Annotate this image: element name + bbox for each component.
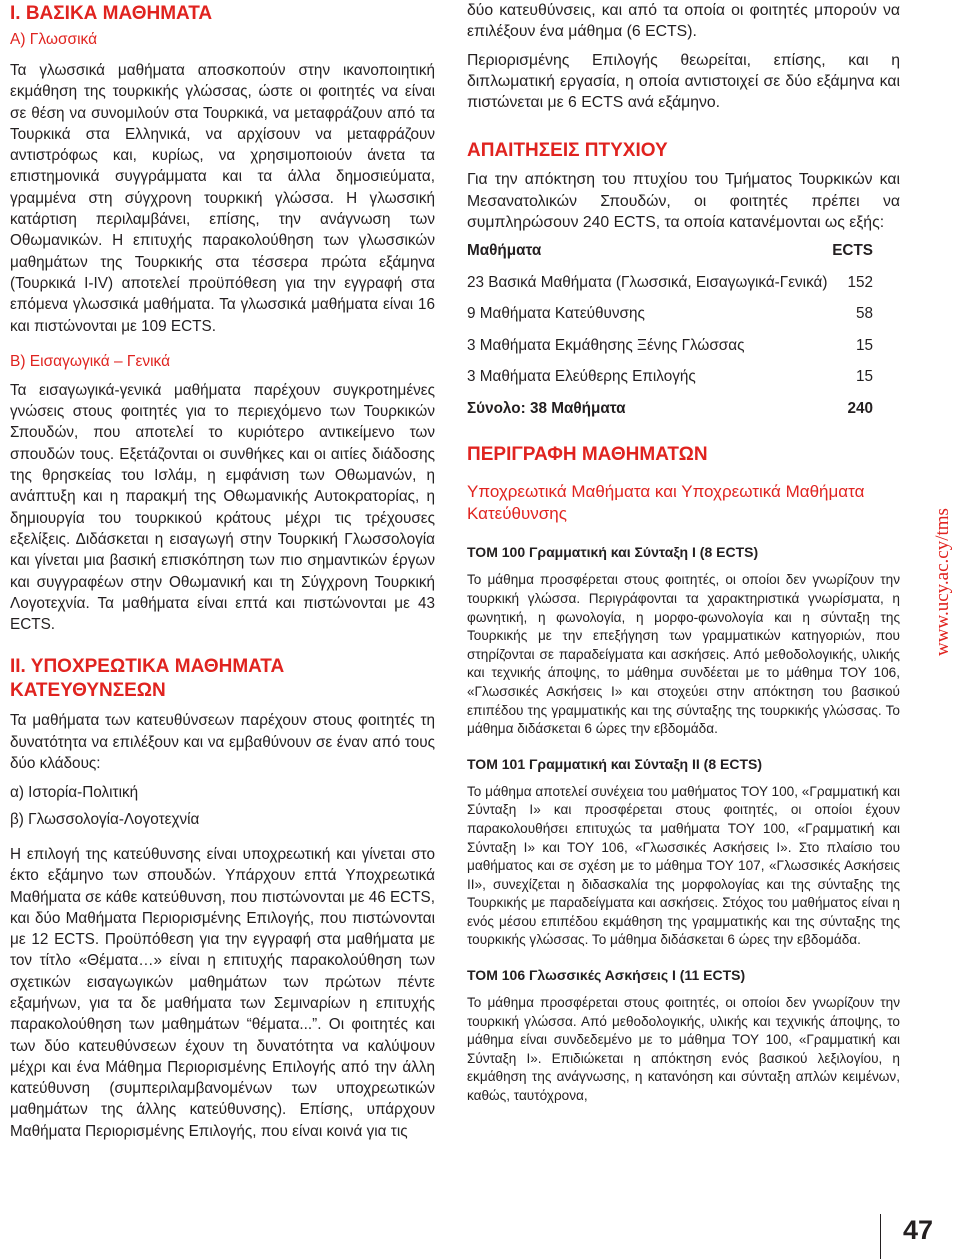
section-2-title: ΙΙ. ΥΠΟΧΡΕΩΤΙΚΑ ΜΑΘΗΜΑΤΑ ΚΑΤΕΥΘΥΝΣΕΩΝ bbox=[10, 656, 285, 702]
table-cell-ects: 15 bbox=[855, 336, 873, 354]
section-1-title: I. ΒΑΣΙΚΑ ΜΑΘΗΜΑΤΑ bbox=[10, 3, 213, 24]
course-title-tom100: ΤΟΜ 100 Γραμματική και Σύνταξη I (8 ECTS) bbox=[467, 544, 759, 561]
thesis-text: Περιορισμένης Επιλογής θεωρείται, επίσης, και η διπλωματική εργασία, η οποία αντιστοιχεί σε δύο εξάμηνα και πιστώνεται με 6 ECTS ανά εξάμηνο. bbox=[467, 51, 900, 112]
course-text-tom101: Το μάθημα αποτελεί συνέχεια του μαθήματος ΤΟΥ 100, «Γραμματική και Σύνταξη I» και προσφέρεται στους φοιτητές, οι οποίοι έχουν παρακολουθήσει επιτυχώς τα μαθήματα ΤΟΥ 100, «Γραμματική και Σύνταξη I» και ΤΟΥ 106, «Γλωσσικές Ασκήσεις I». Στο πλαίσιο του μαθήματος και σε σχέση με το μάθημα ΤΟΥ 107, «Γλωσσικές Ασκήσεις II», συνεχίζεται η διδασκαλία της μορφολογίας και της σύνταξης της Τουρκικής με παραδείγματα και ασκήσεις. Στόχος του μαθήματος είναι η ενός μέσου επιπέδου εκμάθηση της γραμματικής και της σύνταξης της τουρκικής γλώσσας. Το μάθημα διδάσκεται 6 ώρες την εβδομάδα. bbox=[467, 783, 900, 948]
table-header-row bbox=[467, 242, 879, 274]
table-cell-course: 23 Βασικά Μαθήματα (Γλωσσικά, Εισαγωγικά-Γενικά) bbox=[467, 273, 828, 291]
table-row bbox=[467, 274, 879, 306]
table-row bbox=[467, 337, 879, 369]
subsection-b-title: Β) Εισαγωγικά – Γενικά bbox=[10, 352, 171, 370]
course-title-tom101: ΤΟΜ 101 Γραμματική και Σύνταξη II (8 ECTS) bbox=[467, 755, 763, 772]
table-cell-ects: 15 bbox=[855, 368, 873, 386]
ects-table bbox=[467, 242, 879, 431]
table-cell-course: 9 Μαθήματα Κατεύθυνσης bbox=[467, 305, 645, 323]
section-2-text: Η επιλογή της κατεύθυνσης είναι υποχρεωτική και γίνεται στο έκτο εξάμηνο των σπουδών. Υπάρχουν επτά Υποχρεωτικά Μαθήματα σε κάθε κατεύθυνση, που πιστώνονται με 46 ECTS, και δύο Μαθήματα Περιορισμένης Επιλογής, που πιστώνονται με 12 ECTS. Προϋπόθεση για την εγγραφή στα μαθήματα με τον τίτλο «Θέματα…» είναι η επιτυχής παρακολούθηση των σχετικών εισαγωγικών μαθημάτων των πρώτων πέντε εξαμήνων, για τα δε μαθήματα των Σεμιναρίων η επιτυχής παρακολούθηση των μαθημάτων “θέματα...”. Οι φοιτητές και των δύο κατευθύνσεων έχουν τη δυνατότητα να καλύψουν μέχρι και ένα Μάθημα Περιορισμένης Επιλογής από την άλλη κατεύθυνση (συμπεριλαμβανομένων των υποχρεωτικών μαθημάτων της άλλης κατεύθυνσης). Επίσης, υπάρχουν Μαθήματα Περιορισμένης Επιλογής, που είναι κοινά για τις bbox=[10, 845, 436, 1140]
table-header-course: Μαθήματα bbox=[467, 242, 542, 260]
course-text-tom106: Το μάθημα προσφέρεται στους φοιτητές, οι οποίοι δεν γνωρίζουν την τουρκική γλώσσα. Από μεθοδολογικής, υλικής και τεχνικής άποψης, το μάθημα είναι συνδεδεμένο με το μάθημα ΤΟΥ 100, «Γραμματική και Σύνταξη I». Επιδιώκεται η απόκτηση ενός βασικού λεξιλογίου, η εκμάθηση της ανάγνωσης, η κατανόηση και σύνταξη απλών κειμένων, καθώς, ταυτόχρονα, bbox=[467, 995, 900, 1104]
page-number-divider bbox=[880, 1214, 881, 1259]
table-cell-course: 3 Μαθήματα Εκμάθησης Ξένης Γλώσσας bbox=[467, 336, 745, 354]
side-url: www.ucy.ac.cy/tms bbox=[932, 508, 953, 656]
requirements-title: ΑΠΑΙΤΗΣΕΙΣ ΠΤΥΧΙΟΥ bbox=[467, 140, 668, 162]
table-header-ects: ECTS bbox=[832, 242, 873, 260]
subsection-a-text: Τα γλωσσικά μαθήματα αποσκοπούν στην ικανοποιητική εκμάθηση της τουρκικής γλώσσας, ώστε οι φοιτητές να είναι σε θέση να συνομιλούν στα Τουρκικά, να μεταφράζουν από τα Τουρκικά στα Ελληνικά, να αρχίσουν να μεταφράζουν αντιστρόφως και, κυρίως, να χρησιμοποιούν άνετα τα επιστημονικά συγγράμματα και τα άλλα δημοσιεύματα, γραμμένα στη σύγχρονη τουρκική γλώσσα. Η γλωσσική κατάρτιση περιλαμβάνει, επίσης, την ανάγνωση των Οθωμανικών. Η επιτυχής παρακολούθηση των γλωσσικών μαθημάτων της Τουρκικής στα τέσσερα πρώτα εξάμηνα (Τουρκικά I-IV) αποτελεί προϋπόθεση για την εγγραφή στα επόμενα γλωσσικά μαθήματα. Τα γλωσσικά μαθήματα είναι 16 και πιστώνονται με 109 ECTS. bbox=[10, 62, 435, 335]
table-cell-ects: 152 bbox=[847, 273, 873, 291]
course-text-tom100: Το μάθημα προσφέρεται στους φοιτητές, οι οποίοι δεν γνωρίζουν την τουρκική γλώσσα. Περιγράφονται τα χαρακτηριστικά γνωρίσματα, η φωνητική, η φωνολογία, η μορφο-φωνολογία και η σύνταξη της Τουρκικής με την επεξήγηση των γραμματικών κατηγοριών, που στηρίζονται σε παραδείγματα και ασκήσεις. Από μεθοδολογικής, υλικής και τεχνικής άποψης, το μάθημα συνδέεται με το μάθημα ΤΟΥ 106, «Γλωσσικές Ασκήσεις I» και στοχεύει στην απόκτηση του βασικού επιπέδου της γραμματικής και της σύνταξης της τουρκικής γλώσσας. Το μάθημα διδάσκεται 6 ώρες την εβδομάδα. bbox=[467, 572, 900, 737]
requirements-text: Για την απόκτηση του πτυχίου του Τμήματος Τουρκικών και Μεσανατολικών Σπουδών, οι φοιτητές πρέπει να συμπληρώσουν 240 ECTS, τα οποία κατανέμονται ως εξής: bbox=[467, 171, 900, 232]
table-cell-ects: 58 bbox=[855, 305, 873, 323]
branch-a: α) Ιστορία-Πολιτική bbox=[10, 784, 139, 802]
branch-b: β) Γλωσσολογία-Λογοτεχνία bbox=[10, 810, 200, 828]
left-column bbox=[10, 0, 435, 1142]
description-title: ΠΕΡΙΓΡΑΦΗ ΜΑΘΗΜΑΤΩΝ bbox=[467, 444, 708, 466]
table-cell-course: 3 Μαθήματα Ελεύθερης Επιλογής bbox=[467, 368, 696, 386]
course-title-tom106: ΤΟΜ 106 Γλωσσικές Ασκήσεις I (11 ECTS) bbox=[467, 967, 746, 984]
right-column bbox=[467, 0, 900, 1106]
description-subtitle: Υποχρεωτικά Μαθήματα και Υποχρεωτικά Μαθήματα Κατεύθυνσης bbox=[467, 482, 865, 524]
continuation-text: δύο κατευθύνσεις, και από τα οποία οι φοιτητές μπορούν να επιλέξουν ένα μάθημα (6 ECTS). bbox=[467, 2, 900, 41]
table-total-row bbox=[467, 400, 879, 432]
table-row bbox=[467, 368, 879, 400]
page-number: 47 bbox=[903, 1215, 934, 1245]
table-total-label: Σύνολο: 38 Μαθήματα bbox=[467, 399, 626, 417]
subsection-b-text: Τα εισαγωγικά-γενικά μαθήματα παρέχουν συγκροτημένες γνώσεις στους φοιτητές για το περιεχόμενο των Τουρκικών Σπουδών, που αποτελεί το κυριότερο αντικείμενο των σπουδών τους. Εξετάζονται οι συνθήκες και οι αιτίες διάδοσης της θρησκείας του Ισλάμ, η εμφάνιση των Οθωμανών, η ανάπτυξη και η παρακμή της Οθωμανικής Αυτοκρατορίας, η δημιουργία του τουρκικού κράτους μέχρι τις τρέχουσες εξελίξεις. Διδάσκεται η εισαγωγή στην Τουρκική Γλωσσολογία και γίνεται μια βασική επισκόπηση των πιο σημαντικών έργων και συγγραφέων στην Οθωμανική και τη Σύγχρονη Τουρκική Λογοτεχνία. Τα μαθήματα είναι επτά και πιστώνονται με 43 ECTS. bbox=[10, 381, 435, 634]
table-total-ects: 240 bbox=[847, 399, 873, 417]
table-row bbox=[467, 305, 879, 337]
section-2-intro: Τα μαθήματα των κατευθύνσεων παρέχουν στους φοιτητές τη δυνατότητα να επιλέξουν και να εμβαθύνουν σε έναν από τους δύο κλάδους: bbox=[10, 712, 435, 773]
subsection-a-title: Α) Γλωσσικά bbox=[10, 31, 98, 48]
